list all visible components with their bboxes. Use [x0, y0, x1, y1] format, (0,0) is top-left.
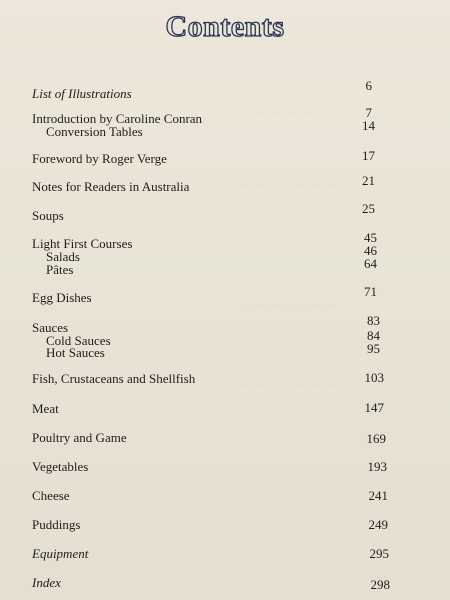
entry-page: 84	[367, 328, 380, 343]
entry-label: Poultry and Game	[32, 430, 127, 445]
entry-page: 298	[370, 577, 390, 592]
entry-page: 14	[362, 118, 375, 133]
show-through-text: · · · · · · · · · · · · · · · · · ·	[240, 180, 337, 192]
entry-label: Index	[32, 575, 61, 590]
page-title: Contents	[165, 10, 285, 43]
show-through-text: · · · · · · · · · · · · · · · · ·	[245, 300, 336, 312]
entry-page: 249	[368, 517, 388, 532]
entry-page: 83	[367, 313, 380, 328]
entry-page: 241	[368, 488, 388, 503]
entry-label: Hot Sauces	[46, 345, 105, 360]
entry-label: Conversion Tables	[46, 124, 143, 139]
entry-label: Light First Courses	[32, 236, 133, 251]
show-through-text: · · · · · · · · · · · · · · ·	[255, 108, 335, 120]
entry-label: Egg Dishes	[32, 290, 92, 305]
entry-label: Notes for Readers in Australia	[32, 179, 190, 194]
entry-label: Cheese	[32, 488, 70, 503]
entry-page: 103	[364, 370, 384, 385]
entry-page: 193	[367, 459, 387, 474]
entry-page: 95	[367, 341, 380, 356]
entry-label: Meat	[32, 401, 59, 416]
entry-page: 45	[364, 230, 377, 245]
entry-label: Vegetables	[32, 459, 89, 474]
entry-page: 71	[364, 284, 377, 299]
entry-label: List of Illustrations	[32, 86, 132, 101]
entry-page: 169	[366, 431, 386, 446]
show-through-text: · · · · · · · · · · · · · · · · · · ·	[240, 380, 342, 392]
entry-label: Cold Sauces	[46, 333, 111, 348]
entry-page: 7	[365, 105, 372, 120]
entry-label: Fish, Crustaceans and Shellfish	[32, 371, 196, 386]
entry-page: 17	[362, 148, 375, 163]
entry-label: Pâtes	[46, 262, 74, 277]
entry-label: Soups	[32, 208, 64, 223]
entry-label: Foreword by Roger Verge	[32, 151, 167, 166]
entry-label: Puddings	[32, 517, 81, 532]
entry-page: 25	[362, 201, 375, 216]
entry-page: 295	[369, 546, 389, 561]
entry-label: Introduction by Caroline Conran	[32, 111, 203, 126]
entry-label: Equipment	[32, 546, 89, 561]
entry-page: 6	[365, 78, 372, 93]
entry-label: Salads	[46, 249, 80, 264]
entry-page: 64	[364, 256, 377, 271]
entry-page: 147	[364, 400, 384, 415]
entry-page: 21	[362, 173, 375, 188]
entry-label: Sauces	[32, 320, 69, 335]
entry-page: 46	[364, 243, 377, 258]
